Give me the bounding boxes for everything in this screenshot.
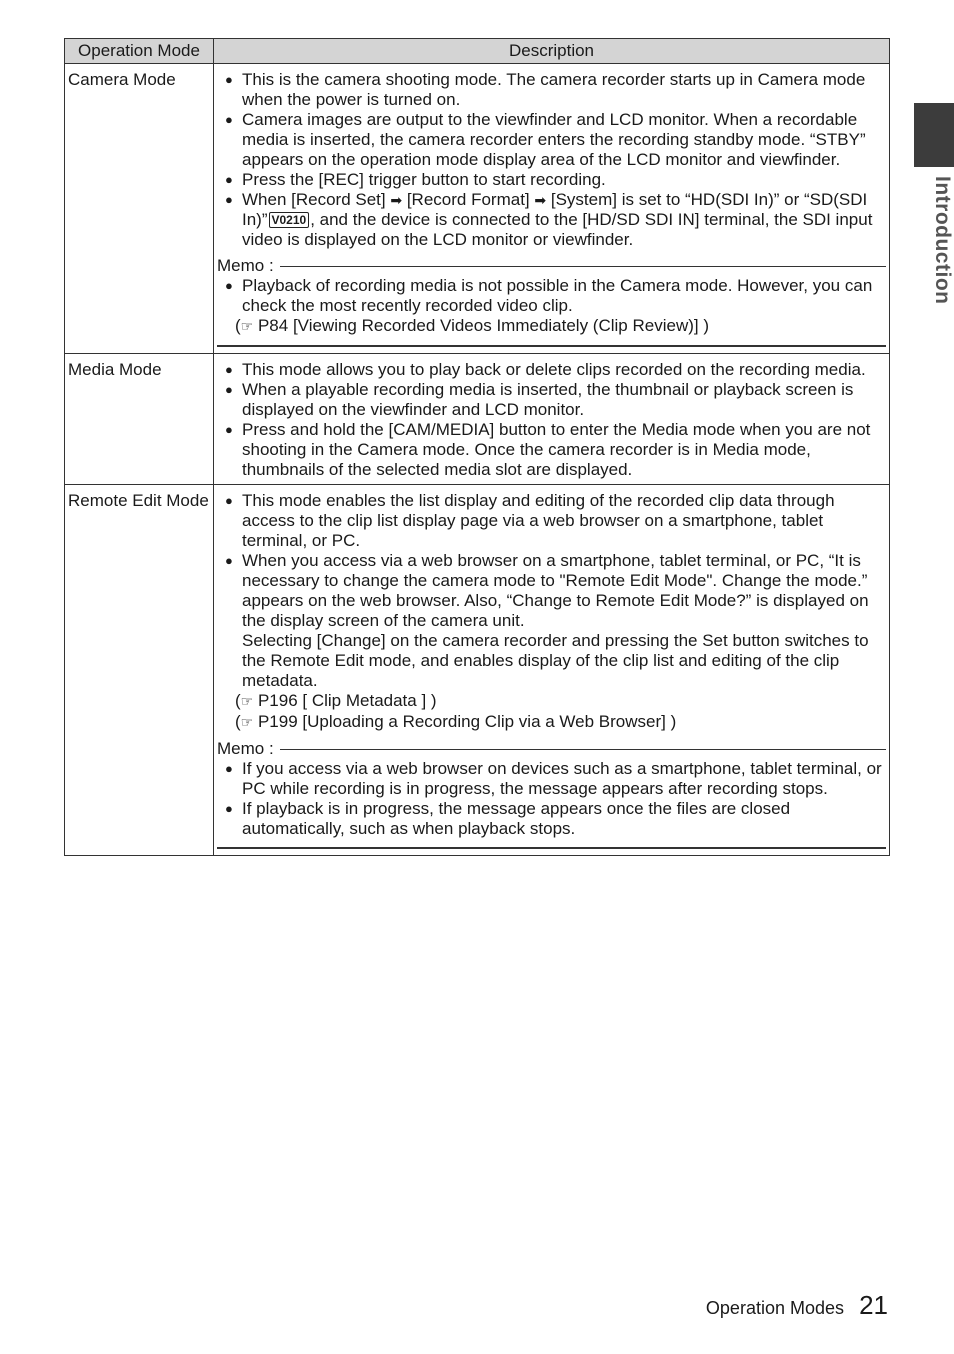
bullet-list [217, 491, 886, 691]
table-row-camera-mode [65, 64, 890, 354]
list-item: ● Press the [REC] trigger button to start recording. [217, 170, 886, 190]
ref-paren: ( [235, 712, 241, 731]
text-fragment: , and the device is connected to the [HD/SD SDI IN] terminal, the SDI input video is displayed on the LCD monitor or viewfinder. [242, 210, 873, 249]
section-tab-marker [914, 103, 954, 167]
page-reference[interactable] [217, 712, 886, 733]
page-reference[interactable] [217, 691, 886, 712]
ref-paren: ( [235, 691, 241, 710]
memo-label: Memo : [217, 739, 274, 758]
description-remote-edit [214, 485, 890, 856]
memo-list [217, 276, 886, 316]
description-camera [214, 64, 890, 354]
memo-list [217, 759, 886, 839]
ref-paren: ( [235, 316, 241, 335]
reference-text: P84 [Viewing Recorded Videos Immediately (Clip Review)] ) [257, 316, 709, 335]
text-fragment: When [Record Set] [242, 190, 386, 209]
memo-divider [280, 749, 886, 750]
table-row-media-mode [65, 354, 890, 485]
right-arrow-icon: ➡ [390, 192, 403, 208]
memo-label: Memo : [217, 256, 274, 275]
header-description: Description [214, 39, 890, 64]
list-item: ● Playback of recording media is not possible in the Camera mode. However, you can check the most recently recorded video clip. [217, 276, 886, 316]
bullet-list [217, 70, 886, 250]
list-item: ● If you access via a web browser on devices such as a smartphone, tablet terminal, or PC while recording is in progress, the message appears after recording stops. [217, 759, 886, 799]
version-badge: V0210 [269, 212, 310, 228]
memo-divider [280, 266, 886, 267]
list-item: ● Press and hold the [CAM/MEDIA] button to enter the Media mode when you are not shooting in the Camera mode. Once the camera recorder is in Media mode, thumbnails of the selected media slot are displayed. [217, 420, 886, 480]
pointing-hand-icon: ☞ [240, 715, 254, 731]
operation-modes-table [64, 38, 890, 856]
list-item [217, 551, 886, 691]
table-header-row [65, 39, 890, 64]
page-reference[interactable] [217, 316, 886, 337]
right-arrow-icon: ➡ [534, 192, 547, 208]
reference-text: P199 [Uploading a Recording Clip via a Web Browser] ) [257, 712, 677, 731]
bullet-list [217, 360, 886, 480]
reference-text: P196 [ Clip Metadata ] ) [257, 691, 437, 710]
mode-name-media: Media Mode [65, 354, 214, 485]
footer-section-title: Operation Modes [705, 1298, 844, 1318]
pointing-hand-icon: ☞ [240, 694, 254, 710]
list-item: ● This mode allows you to play back or delete clips recorded on the recording media. [217, 360, 886, 380]
list-item: ● This is the camera shooting mode. The camera recorder starts up in Camera mode when the power is turned on. [217, 70, 886, 110]
list-item: ● When a playable recording media is inserted, the thumbnail or playback screen is displayed on the viewfinder and LCD monitor. [217, 380, 886, 420]
mode-name-remote-edit: Remote Edit Mode [65, 485, 214, 856]
pointing-hand-icon: ☞ [240, 319, 254, 335]
list-item: ● This mode enables the list display and editing of the recorded clip data through access to the clip list display page via a web browser on a smartphone, tablet terminal, or PC. [217, 491, 886, 551]
text-fragment: [Record Format] [406, 190, 530, 209]
memo-header [217, 739, 886, 759]
header-operation-mode: Operation Mode [65, 39, 214, 64]
table-row-remote-edit-mode [65, 485, 890, 856]
text-fragment: Selecting [Change] on the camera recorder and pressing the Set button switches to the Remote Edit mode, and enables display of the clip list and editing of the clip metadata. [242, 631, 869, 690]
list-item: ● If playback is in progress, the message appears once the files are closed automatically, such as when playback stops. [217, 799, 886, 839]
text-fragment: [System] is set to “HD(SDI In)” or “SD(SDI In)” [242, 190, 868, 229]
memo-header [217, 256, 886, 276]
description-media [214, 354, 890, 485]
text-fragment: When you access via a web browser on a smartphone, tablet terminal, or PC, “It is necessary to change the camera mode to "Remote Edit Mode". Change the mode.” appears on the web browser. Also, “Change to Remote Edit Mode?” is displayed on the display screen of the camera unit. [242, 551, 869, 630]
page-number: 21 [859, 1290, 888, 1320]
section-tab-label: Introduction [931, 176, 954, 305]
list-item: ● Camera images are output to the viewfinder and LCD monitor. When a recordable media is inserted, the camera recorder enters the recording standby mode. “STBY” appears on the operation mode display area of the LCD monitor and viewfinder. [217, 110, 886, 170]
mode-name-camera: Camera Mode [65, 64, 214, 354]
list-item [217, 190, 886, 250]
